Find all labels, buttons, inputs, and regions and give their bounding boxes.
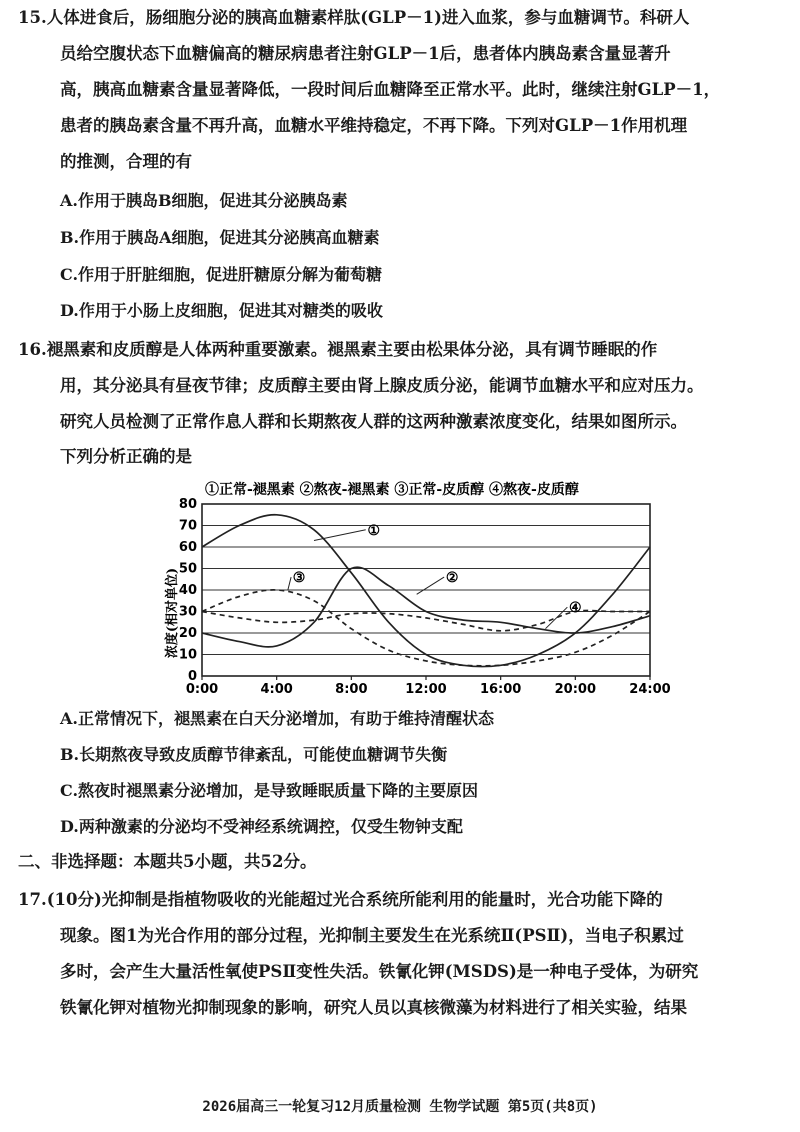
q15-option-d: D.作用于小肠上皮细胞，促进其对糖类的吸收 [60, 301, 383, 320]
q15-line-1: 15.人体进食后，肠细胞分泌的胰高血糖素样肽(GLP－1)进入血浆，参与血糖调节。科研人 [18, 8, 690, 27]
series-marker-label-1: ① [367, 522, 381, 539]
series-marker-leader-2 [417, 577, 444, 594]
q15-line-4: 患者的胰岛素含量不再升高，血糖水平维持稳定，不再下降。下列对GLP－1作用机理 [60, 116, 688, 135]
q16-line-2: 用，其分泌具有昼夜节律；皮质醇主要由肾上腺皮质分泌，能调节血糖水平和应对压力。 [60, 376, 704, 395]
q17-line-4: 铁氰化钾对植物光抑制现象的影响，研究人员以真核微藻为材料进行了相关实验，结果 [60, 998, 687, 1017]
q15-line-2: 员给空腹状态下血糖偏高的糖尿病患者注射GLP－1后，患者体内胰岛素含量显著升 [60, 44, 671, 63]
chart-legend [205, 481, 579, 498]
x-tick-label-16: 16:00 [479, 682, 522, 697]
y-tick-label-50: 50 [178, 561, 197, 577]
q17-line-3: 多时，会产生大量活性氧使PSⅡ变性失活。铁氰化钾(MSDS)是一种电子受体，为研究 [60, 962, 699, 981]
q15-option-b: B.作用于胰岛A细胞，促进其分泌胰高血糖素 [60, 228, 380, 247]
x-tick-label-20: 20:00 [554, 682, 597, 697]
q16-option-a: A.正常情况下，褪黑素在白天分泌增加，有助于维持清醒状态 [60, 709, 494, 728]
q15-line-3: 高，胰高血糖素含量显著降低，一段时间后血糖降至正常水平。此时，继续注射GLP－1， [60, 80, 721, 99]
section-2-heading: 二、非选择题：本题共5小题，共52分。 [18, 852, 317, 871]
series-marker-leader-3 [288, 577, 291, 590]
hormone-concentration-chart [160, 478, 680, 700]
q15-option-c: C.作用于肝脏细胞，促进肝糖原分解为葡萄糖 [60, 265, 383, 284]
series-marker-label-3: ③ [292, 570, 306, 587]
y-tick-label-20: 20 [178, 626, 197, 641]
series-marker-label-2: ② [445, 570, 459, 587]
y-tick-label-10: 10 [178, 647, 197, 663]
series-marker-leader-4 [545, 607, 567, 629]
q16-option-c: C.熬夜时褪黑素分泌增加，是导致睡眠质量下降的主要原因 [60, 781, 479, 800]
y-tick-label-80: 80 [178, 497, 197, 512]
x-tick-label-0: 0:00 [185, 682, 219, 697]
x-tick-label-8: 8:00 [335, 682, 368, 697]
x-tick-label-24: 24:00 [629, 682, 671, 697]
q17-line-1: 17.(10分)光抑制是指植物吸收的光能超过光合系统所能利用的能量时，光合功能下降的 [18, 890, 663, 909]
y-tick-label-60: 60 [178, 540, 197, 555]
series-marker-label-4: ④ [569, 600, 582, 617]
y-tick-label-40: 40 [178, 583, 197, 598]
series-marker-leader-1 [314, 530, 366, 541]
q15-line-5: 的推测，合理的有 [60, 152, 192, 171]
y-tick-label-30: 30 [178, 604, 197, 620]
x-tick-label-4: 4:00 [260, 682, 293, 697]
x-tick-label-12: 12:00 [405, 682, 447, 697]
y-tick-label-0: 0 [187, 669, 197, 684]
q16-line-4: 下列分析正确的是 [60, 447, 192, 466]
y-tick-label-70: 70 [178, 518, 197, 534]
page-footer: 2026届高三一轮复习12月质量检测 生物学试题 第5页(共8页) [202, 1099, 598, 1115]
q16-option-b: B.长期熬夜导致皮质醇节律紊乱，可能使血糖调节失衡 [60, 745, 448, 764]
q16-line-1: 16.褪黑素和皮质醇是人体两种重要激素。褪黑素主要由松果体分泌，具有调节睡眠的作 [18, 340, 658, 359]
q16-option-d: D.两种激素的分泌均不受神经系统调控，仅受生物钟支配 [60, 817, 463, 836]
q16-line-3: 研究人员检测了正常作息人群和长期熬夜人群的这两种激素浓度变化，结果如图所示。 [60, 412, 687, 431]
chart-legend-text: ①正常-褪黑素 ②熬夜-褪黑素 ③正常-皮质醇 ④熬夜-皮质醇 [205, 482, 579, 498]
series-line-1 [202, 515, 650, 667]
y-axis-label: 浓度(相对单位) [165, 567, 180, 659]
q17-line-2: 现象。图1为光合作用的部分过程，光抑制主要发生在光系统Ⅱ(PSⅡ)，当电子积累过 [60, 926, 684, 945]
q15-option-a: A.作用于胰岛B细胞，促进其分泌胰岛素 [60, 191, 348, 210]
series-line-4 [202, 611, 650, 631]
series-line-2 [202, 567, 650, 647]
